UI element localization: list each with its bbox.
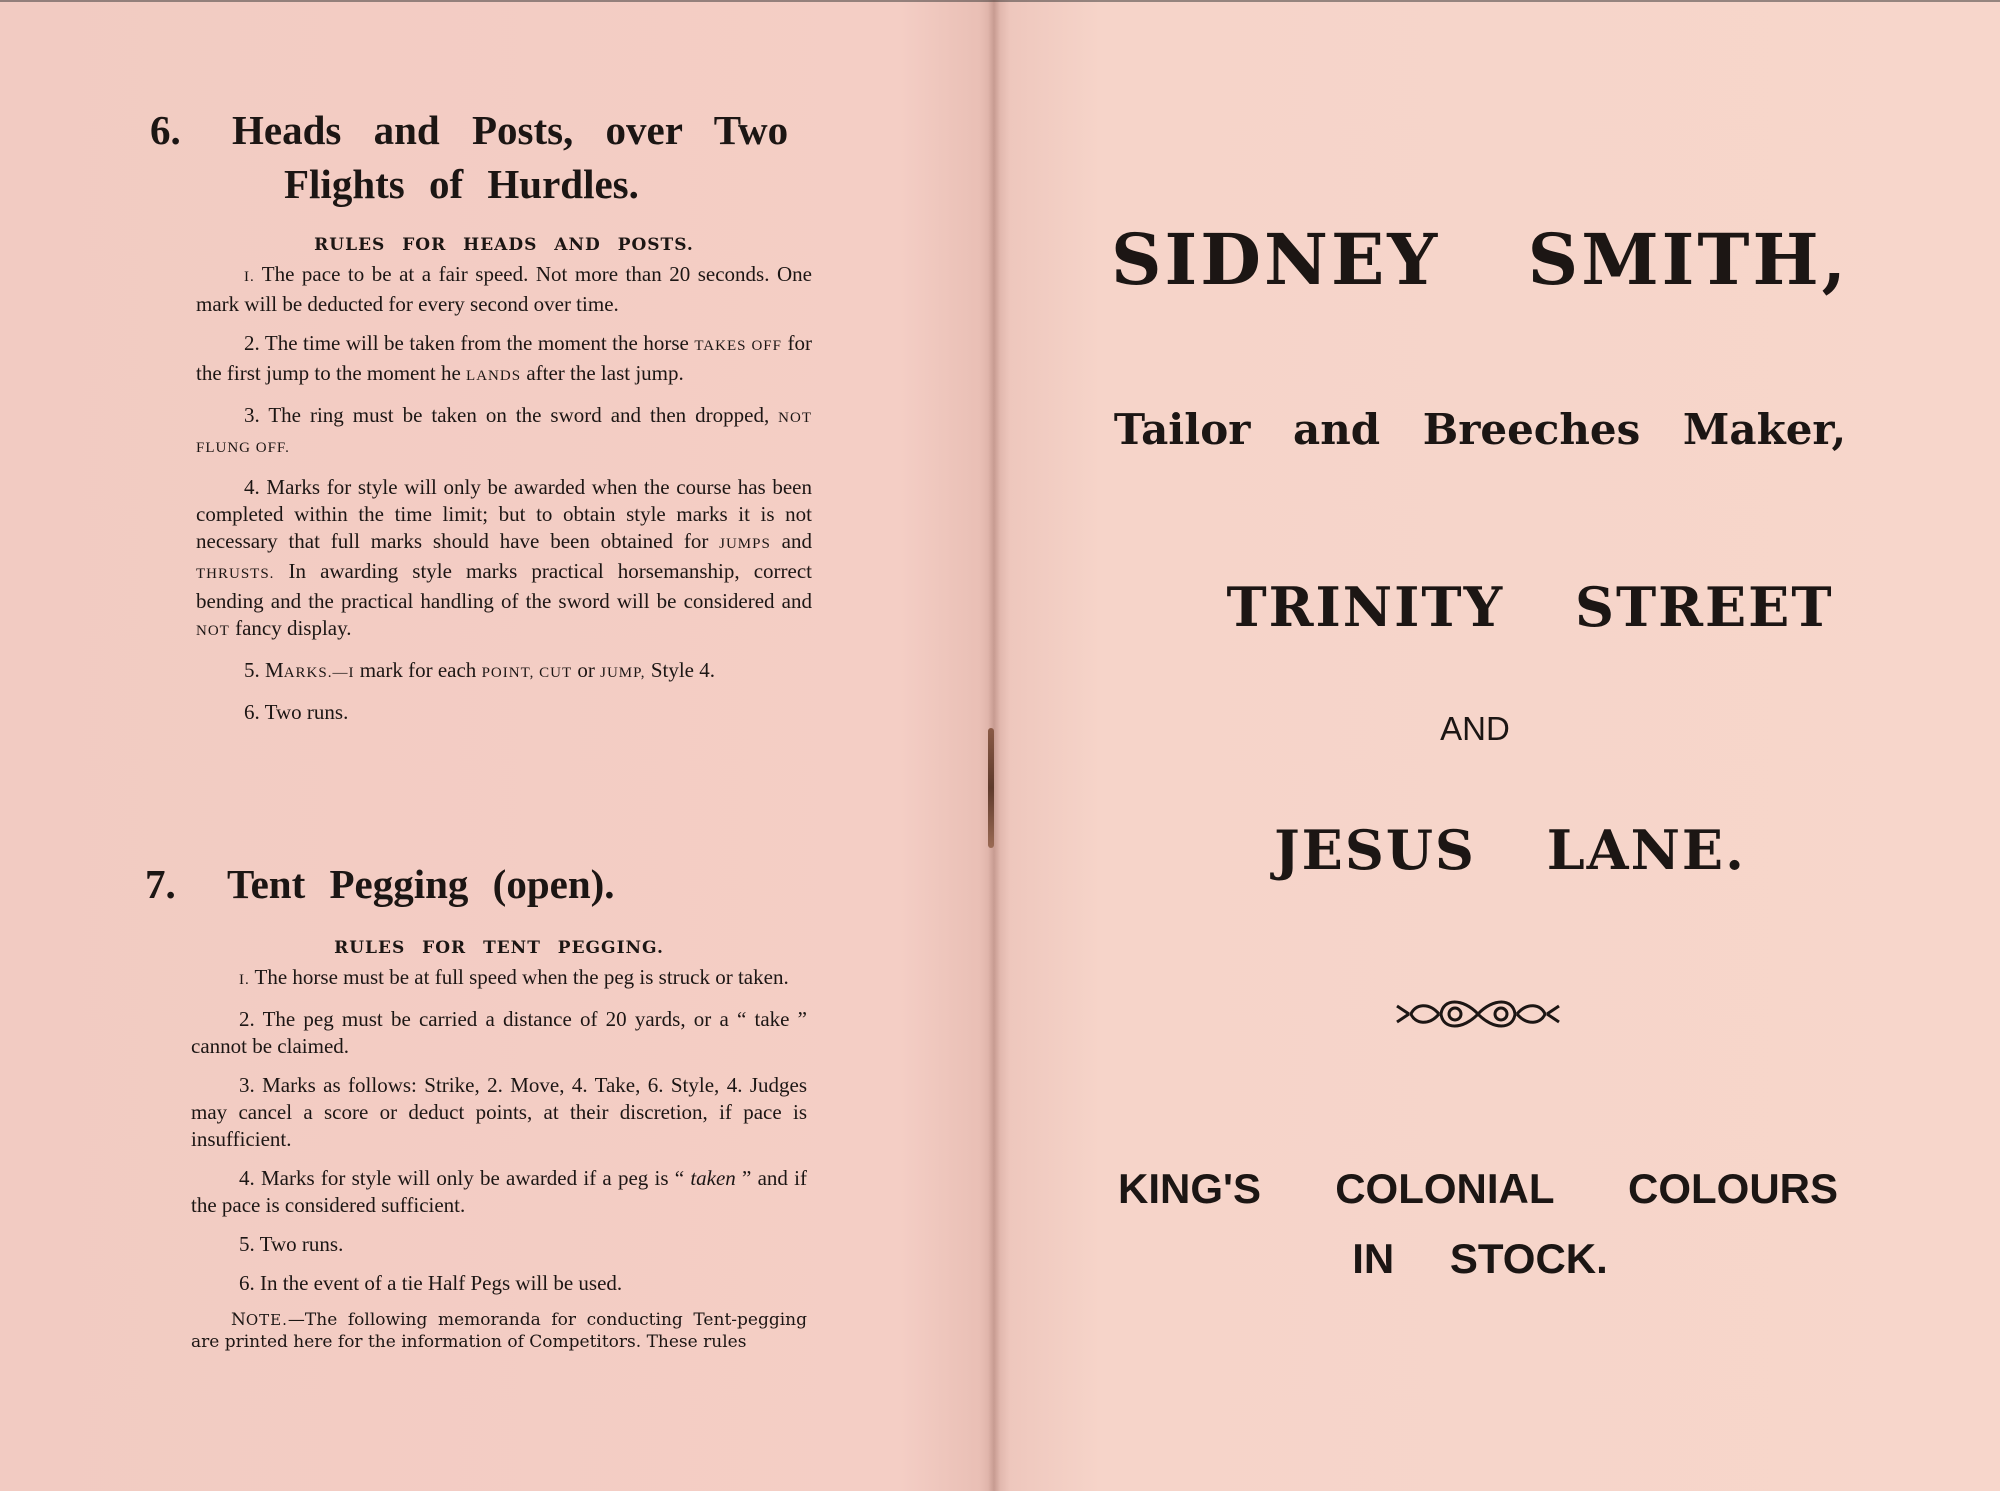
section-7-body bbox=[191, 938, 807, 1353]
rule-paragraph bbox=[191, 1072, 807, 1153]
text-run: mark for each bbox=[354, 658, 482, 682]
text-run: or bbox=[572, 658, 601, 682]
text-run: 4. Marks for style will only be awarded if a peg is “ bbox=[239, 1166, 691, 1190]
rules-title: RULES FOR HEADS AND POSTS. bbox=[314, 235, 694, 255]
text-run: and bbox=[770, 529, 812, 553]
text-run: The horse must be at full speed when the peg is struck or taken. bbox=[254, 965, 789, 989]
rule-paragraph bbox=[196, 261, 812, 318]
small-caps-text: JUMPS bbox=[719, 536, 771, 552]
text-run: taken bbox=[690, 1166, 736, 1190]
section-title-line1: Heads and Posts, over Two bbox=[232, 107, 789, 153]
section-6-body bbox=[196, 235, 812, 738]
rule-paragraph bbox=[191, 1165, 807, 1219]
small-caps-text: TAKES OFF bbox=[694, 338, 782, 354]
merchant-trade: Tailor and Breeches Maker, bbox=[1113, 405, 1847, 454]
section-title: Tent Pegging (open). bbox=[227, 861, 615, 907]
text-run: The pace to be at a fair speed. Not more than 20 seconds. One mark will be deducted for every second over time. bbox=[196, 262, 812, 316]
text-run: after the last jump. bbox=[521, 361, 684, 385]
section-title-line2: Flights of Hurdles. bbox=[284, 161, 639, 207]
small-caps-text: POINT, CUT bbox=[481, 665, 573, 681]
text-run: Style 4. bbox=[645, 658, 715, 682]
text-run: 6. In the event of a tie Half Pegs will be used. bbox=[239, 1271, 623, 1295]
small-caps-text: OTE. bbox=[245, 1311, 288, 1329]
text-run: 5. M bbox=[244, 658, 284, 682]
small-caps-text: I. bbox=[239, 972, 255, 988]
rule-paragraph bbox=[196, 474, 812, 645]
rule-paragraph bbox=[196, 330, 812, 390]
small-caps-text: JUMP, bbox=[600, 665, 646, 681]
text-run: 2. The time will be taken from the moment the horse bbox=[244, 331, 695, 355]
rule-paragraph bbox=[196, 699, 812, 726]
text-run: 6. Two runs. bbox=[244, 700, 349, 724]
small-caps-text: I. bbox=[244, 269, 262, 285]
small-caps-text: ARKS.—I bbox=[283, 665, 355, 681]
staple bbox=[988, 728, 994, 848]
rules-list bbox=[191, 964, 807, 1297]
rules-title: RULES FOR TENT PEGGING. bbox=[334, 938, 664, 958]
section-6-heading bbox=[150, 103, 870, 211]
rule-paragraph bbox=[191, 964, 807, 994]
section-7-heading bbox=[145, 857, 865, 911]
text-run: 2. The peg must be carried a distance of 20 yards, or a “ take ” cannot be claimed. bbox=[191, 1007, 807, 1058]
rule-paragraph bbox=[191, 1006, 807, 1060]
small-caps-text: NOT bbox=[196, 623, 230, 639]
small-caps-text: THRUSTS. bbox=[196, 566, 275, 582]
section-number: 7. bbox=[145, 861, 176, 907]
street-line-2: JESUS LANE. bbox=[1274, 818, 1746, 882]
rule-paragraph bbox=[191, 1231, 807, 1258]
and-text: AND bbox=[1440, 710, 1510, 747]
text-run: for the first jump to the moment he bbox=[196, 331, 812, 385]
rule-paragraph bbox=[196, 402, 812, 462]
page-top-edge bbox=[0, 0, 2000, 2]
rule-paragraph bbox=[196, 657, 812, 687]
text-run: 3. Marks as follows: Strike, 2. Move, 4. Take, 6. Style, 4. Judges may cancel a score or deduct points, at their discretion, if pace is insufficient. bbox=[191, 1073, 807, 1151]
notice-line-2: IN STOCK. bbox=[1352, 1235, 1608, 1282]
fleuron-ornament-icon bbox=[1393, 992, 1563, 1036]
text-run: fancy display. bbox=[229, 616, 352, 640]
text-run: ” and if the pace is considered sufficient. bbox=[191, 1166, 807, 1217]
section-number: 6. bbox=[150, 107, 181, 153]
text-run: 3. The ring must be taken on the sword and then dropped, bbox=[244, 403, 779, 427]
merchant-name: SIDNEY SMITH, bbox=[1110, 218, 1850, 301]
small-caps-text: LANDS bbox=[466, 368, 522, 384]
text-run: —The following memoranda for conducting Tent-pegging are printed here for the information of Competitors. These rules bbox=[191, 1310, 807, 1352]
rules-list bbox=[196, 261, 812, 726]
note-paragraph bbox=[191, 1309, 807, 1353]
street-line-1: TRINITY STREET bbox=[1226, 575, 1834, 639]
rule-paragraph bbox=[191, 1270, 807, 1297]
text-run: N bbox=[231, 1310, 246, 1330]
text-run: 4. Marks for style will only be awarded when the course has been completed within the time limit; but to obtain style marks it is not necessary that full marks should have been obtained for bbox=[196, 475, 812, 553]
text-run: 5. Two runs. bbox=[239, 1232, 344, 1256]
small-caps-text: NOT FLUNG OFF. bbox=[196, 410, 812, 456]
notice-line-1: KING'S COLONIAL COLOURS bbox=[1118, 1165, 1838, 1212]
text-run: In awarding style marks practical horsemanship, correct bending and the practical handling of the sword will be considered and bbox=[196, 559, 812, 613]
